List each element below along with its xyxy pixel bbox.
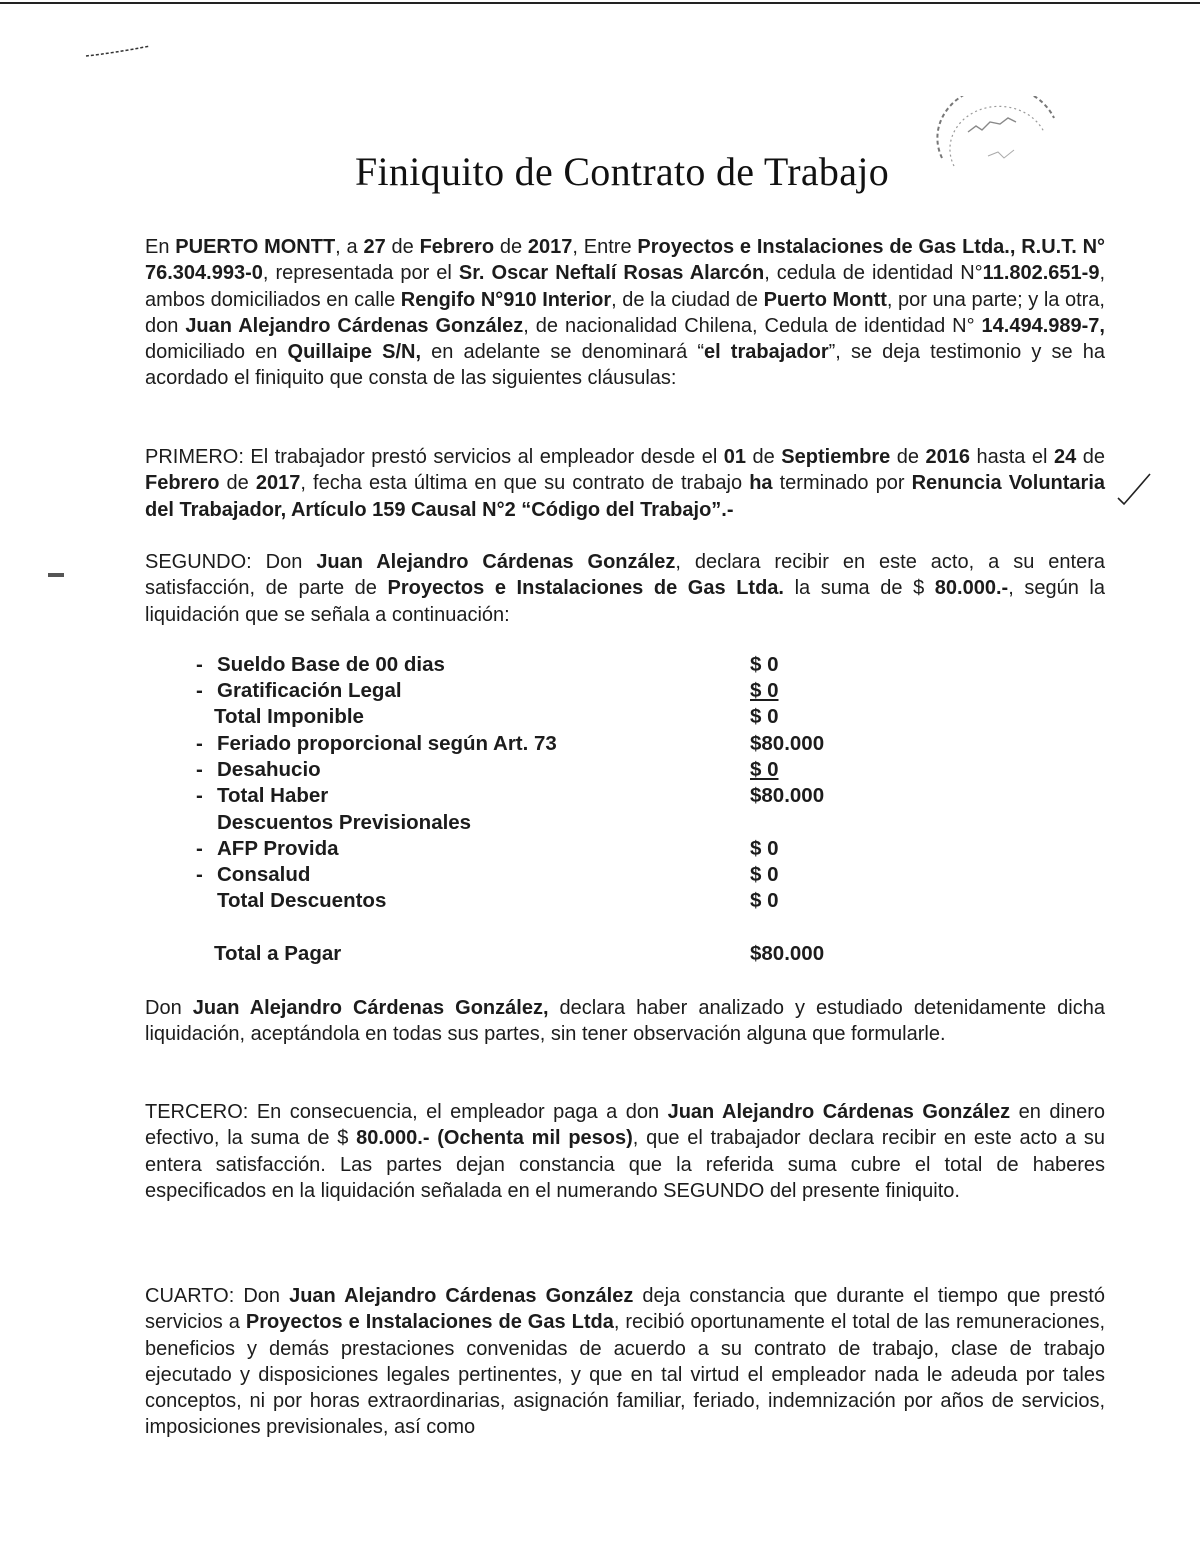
intro-text-segment: domiciliado en (145, 341, 288, 364)
row-bullet: - (196, 653, 203, 676)
intro-text-segment: Sr. Oscar Neftalí Rosas Alarcón (458, 262, 765, 285)
cuarto-text-segment: Proyectos e Instalaciones de Gas Ltda (245, 1311, 614, 1334)
margin-mark (48, 573, 64, 577)
row-label: Total Haber (217, 784, 329, 807)
row-label: Desahucio (217, 758, 321, 781)
intro-text-segment: , ambos domiciliados en calle (145, 262, 1106, 311)
declaracion-paragraph (145, 995, 1105, 1048)
intro-text-segment: Juan Alejandro Cárdenas González (185, 314, 524, 337)
row-label: AFP Provida (217, 837, 339, 860)
primero-text-segment: terminado por (772, 472, 912, 495)
intro-text-segment: 2017 (527, 236, 573, 258)
intro-text-segment: Puerto Montt (763, 288, 887, 311)
primero-text-segment: 2016 (925, 446, 970, 468)
primero-text-segment: de (219, 472, 256, 495)
primero-text-segment: de (1076, 446, 1106, 468)
intro-text-segment: 14.494.989-7, (981, 314, 1105, 337)
intro-text-segment: , por una parte; y la otra, don (145, 288, 1105, 337)
row-amount: $ 0 (750, 837, 779, 860)
row-bullet: - (196, 758, 203, 781)
intro-text-segment: 11.802.651-9 (982, 262, 1100, 285)
row-label: Consalud (217, 863, 311, 886)
row-label: Sueldo Base de 00 dias (217, 653, 445, 676)
row-amount: $ 0 (750, 758, 779, 781)
segundo-text-segment: , declara recibir en este acto, a su entera satisfacción, de parte de (145, 551, 1106, 600)
primero-text-segment: 2017 (255, 472, 301, 495)
intro-text-segment: Quillaipe S/N, (287, 341, 422, 364)
row-amount: $80.000 (750, 942, 825, 965)
cuarto-text-segment: deja constancia que durante el tiempo que prestó servicios a (145, 1285, 1105, 1334)
intro-text-segment: , representada por el (262, 262, 459, 285)
row-label: Gratificación Legal (217, 679, 402, 702)
row-amount: $ 0 (750, 705, 779, 728)
row-amount: $ 0 (750, 863, 779, 886)
cuarto-text-segment: , recibió oportunamente el total de las remuneraciones, beneficios y demás prestaciones convenidas de acuerdo a su contrato de trabajo, clase de trabajo ejecutado y disposiciones legales pertinentes, y que en tal virtud el empleador nada le adeuda por tales conceptos, ni por horas extraordinarias, asignación familiar, feriado, indemnización por años de servicios, imposiciones previsionales, así como (145, 1311, 1106, 1439)
clause-primero (145, 444, 1105, 523)
primero-text-segment: Febrero (145, 472, 220, 495)
row-label: Total a Pagar (214, 942, 342, 965)
intro-paragraph (145, 234, 1105, 392)
row-label: Descuentos Previsionales (217, 811, 472, 834)
row-label: Feriado proporcional según Art. 73 (217, 732, 557, 755)
clause-cuarto (145, 1283, 1105, 1441)
tercero-text-segment: TERCERO: En consecuencia, el empleador paga a don (145, 1101, 668, 1123)
declaracion-text-segment: Don (145, 997, 193, 1019)
scan-top-edge (0, 2, 1200, 4)
intro-text-segment: Proyectos e Instalaciones de Gas Ltda., R.U.T. N° 76.304.993-0 (145, 236, 1106, 285)
intro-text-segment: de (385, 236, 420, 258)
clause-tercero (145, 1099, 1105, 1204)
tercero-text-segment: , que el trabajador declara recibir en este acto a su entera satisfacción. Las partes dejan constancia que la referida suma cubre el total de haberes especificados en la liquidación señalada en el numerando SEGUNDO del presente finiquito. (145, 1127, 1105, 1202)
intro-text-segment: , cedula de identidad N° (764, 262, 983, 285)
intro-text-segment: , Entre (572, 236, 638, 258)
tercero-text-segment: Juan Alejandro Cárdenas González (667, 1101, 1011, 1123)
tercero-text-segment: en dinero efectivo, la suma de $ (145, 1101, 1105, 1150)
primero-text-segment: 01 (723, 446, 747, 468)
intro-text-segment: PUERTO MONTT (175, 236, 336, 258)
intro-text-segment: Febrero (419, 236, 495, 258)
segundo-text-segment: , según la liquidación que se señala a continuación: (145, 577, 1105, 626)
primero-text-segment: ha (749, 472, 773, 495)
row-bullet: - (196, 837, 203, 860)
intro-text-segment: el trabajador (704, 341, 829, 364)
intro-text-segment: en adelante se denominará “ (421, 341, 704, 364)
primero-text-segment: Renuncia Voluntaria del Trabajador, Artículo 159 Causal N°2 “Código del Trabajo”.- (145, 472, 1106, 521)
row-bullet: - (196, 863, 203, 886)
intro-text-segment: , de la ciudad de (611, 288, 764, 311)
row-amount: $ 0 (750, 889, 779, 912)
pen-mark (84, 44, 154, 58)
primero-text-segment: 24 (1054, 446, 1077, 468)
cuarto-text-segment: Juan Alejandro Cárdenas González (289, 1285, 634, 1307)
segundo-text-segment: Juan Alejandro Cárdenas González (316, 551, 676, 573)
intro-text-segment: , a (335, 236, 364, 258)
cuarto-text-segment: CUARTO: Don (145, 1285, 290, 1307)
primero-text-segment: PRIMERO: El trabajador prestó servicios al empleador desde el (145, 446, 724, 468)
row-amount: $80.000 (750, 732, 825, 755)
row-bullet: - (196, 679, 203, 702)
segundo-text-segment: 80.000.- (934, 577, 1009, 600)
intro-text-segment: de (494, 236, 528, 258)
row-bullet: - (196, 732, 203, 755)
document-title: Finiquito de Contrato de Trabajo (354, 149, 890, 194)
row-bullet: - (196, 784, 203, 807)
row-label: Total Imponible (214, 705, 364, 728)
primero-text-segment: hasta el (970, 446, 1055, 468)
primero-text-segment: Septiembre (781, 446, 891, 468)
row-amount: $80.000 (750, 784, 825, 807)
intro-text-segment: ”, se deja testimonio y se ha acordado el finiquito que consta de las siguientes cláusulas: (145, 341, 1105, 390)
row-amount: $ 0 (750, 679, 779, 702)
segundo-text-segment: la suma de $ (783, 577, 935, 600)
row-amount: $ 0 (750, 653, 779, 676)
segundo-text-segment: Proyectos e Instalaciones de Gas Ltda. (387, 577, 784, 600)
primero-text-segment: de (746, 446, 782, 468)
check-mark (1114, 470, 1154, 510)
intro-text-segment: Rengifo N°910 Interior (400, 288, 612, 311)
declaracion-text-segment: Juan Alejandro Cárdenas González, (192, 997, 549, 1019)
intro-text-segment: , de nacionalidad Chilena, Cedula de identidad N° (523, 314, 982, 337)
tercero-text-segment: 80.000.- (Ochenta mil pesos) (356, 1127, 633, 1150)
primero-text-segment: , fecha esta última en que su contrato de trabajo (300, 472, 750, 495)
declaracion-text-segment: declara haber analizado y estudiado detenidamente dicha liquidación, aceptándola en todas sus partes, sin tener observación alguna que formularle. (145, 997, 1105, 1046)
primero-text-segment: de (890, 446, 926, 468)
row-label: Total Descuentos (217, 889, 387, 912)
intro-text-segment: En (145, 236, 176, 258)
clause-segundo (145, 549, 1105, 628)
intro-text-segment: 27 (363, 236, 386, 258)
segundo-text-segment: SEGUNDO: Don (145, 551, 317, 573)
